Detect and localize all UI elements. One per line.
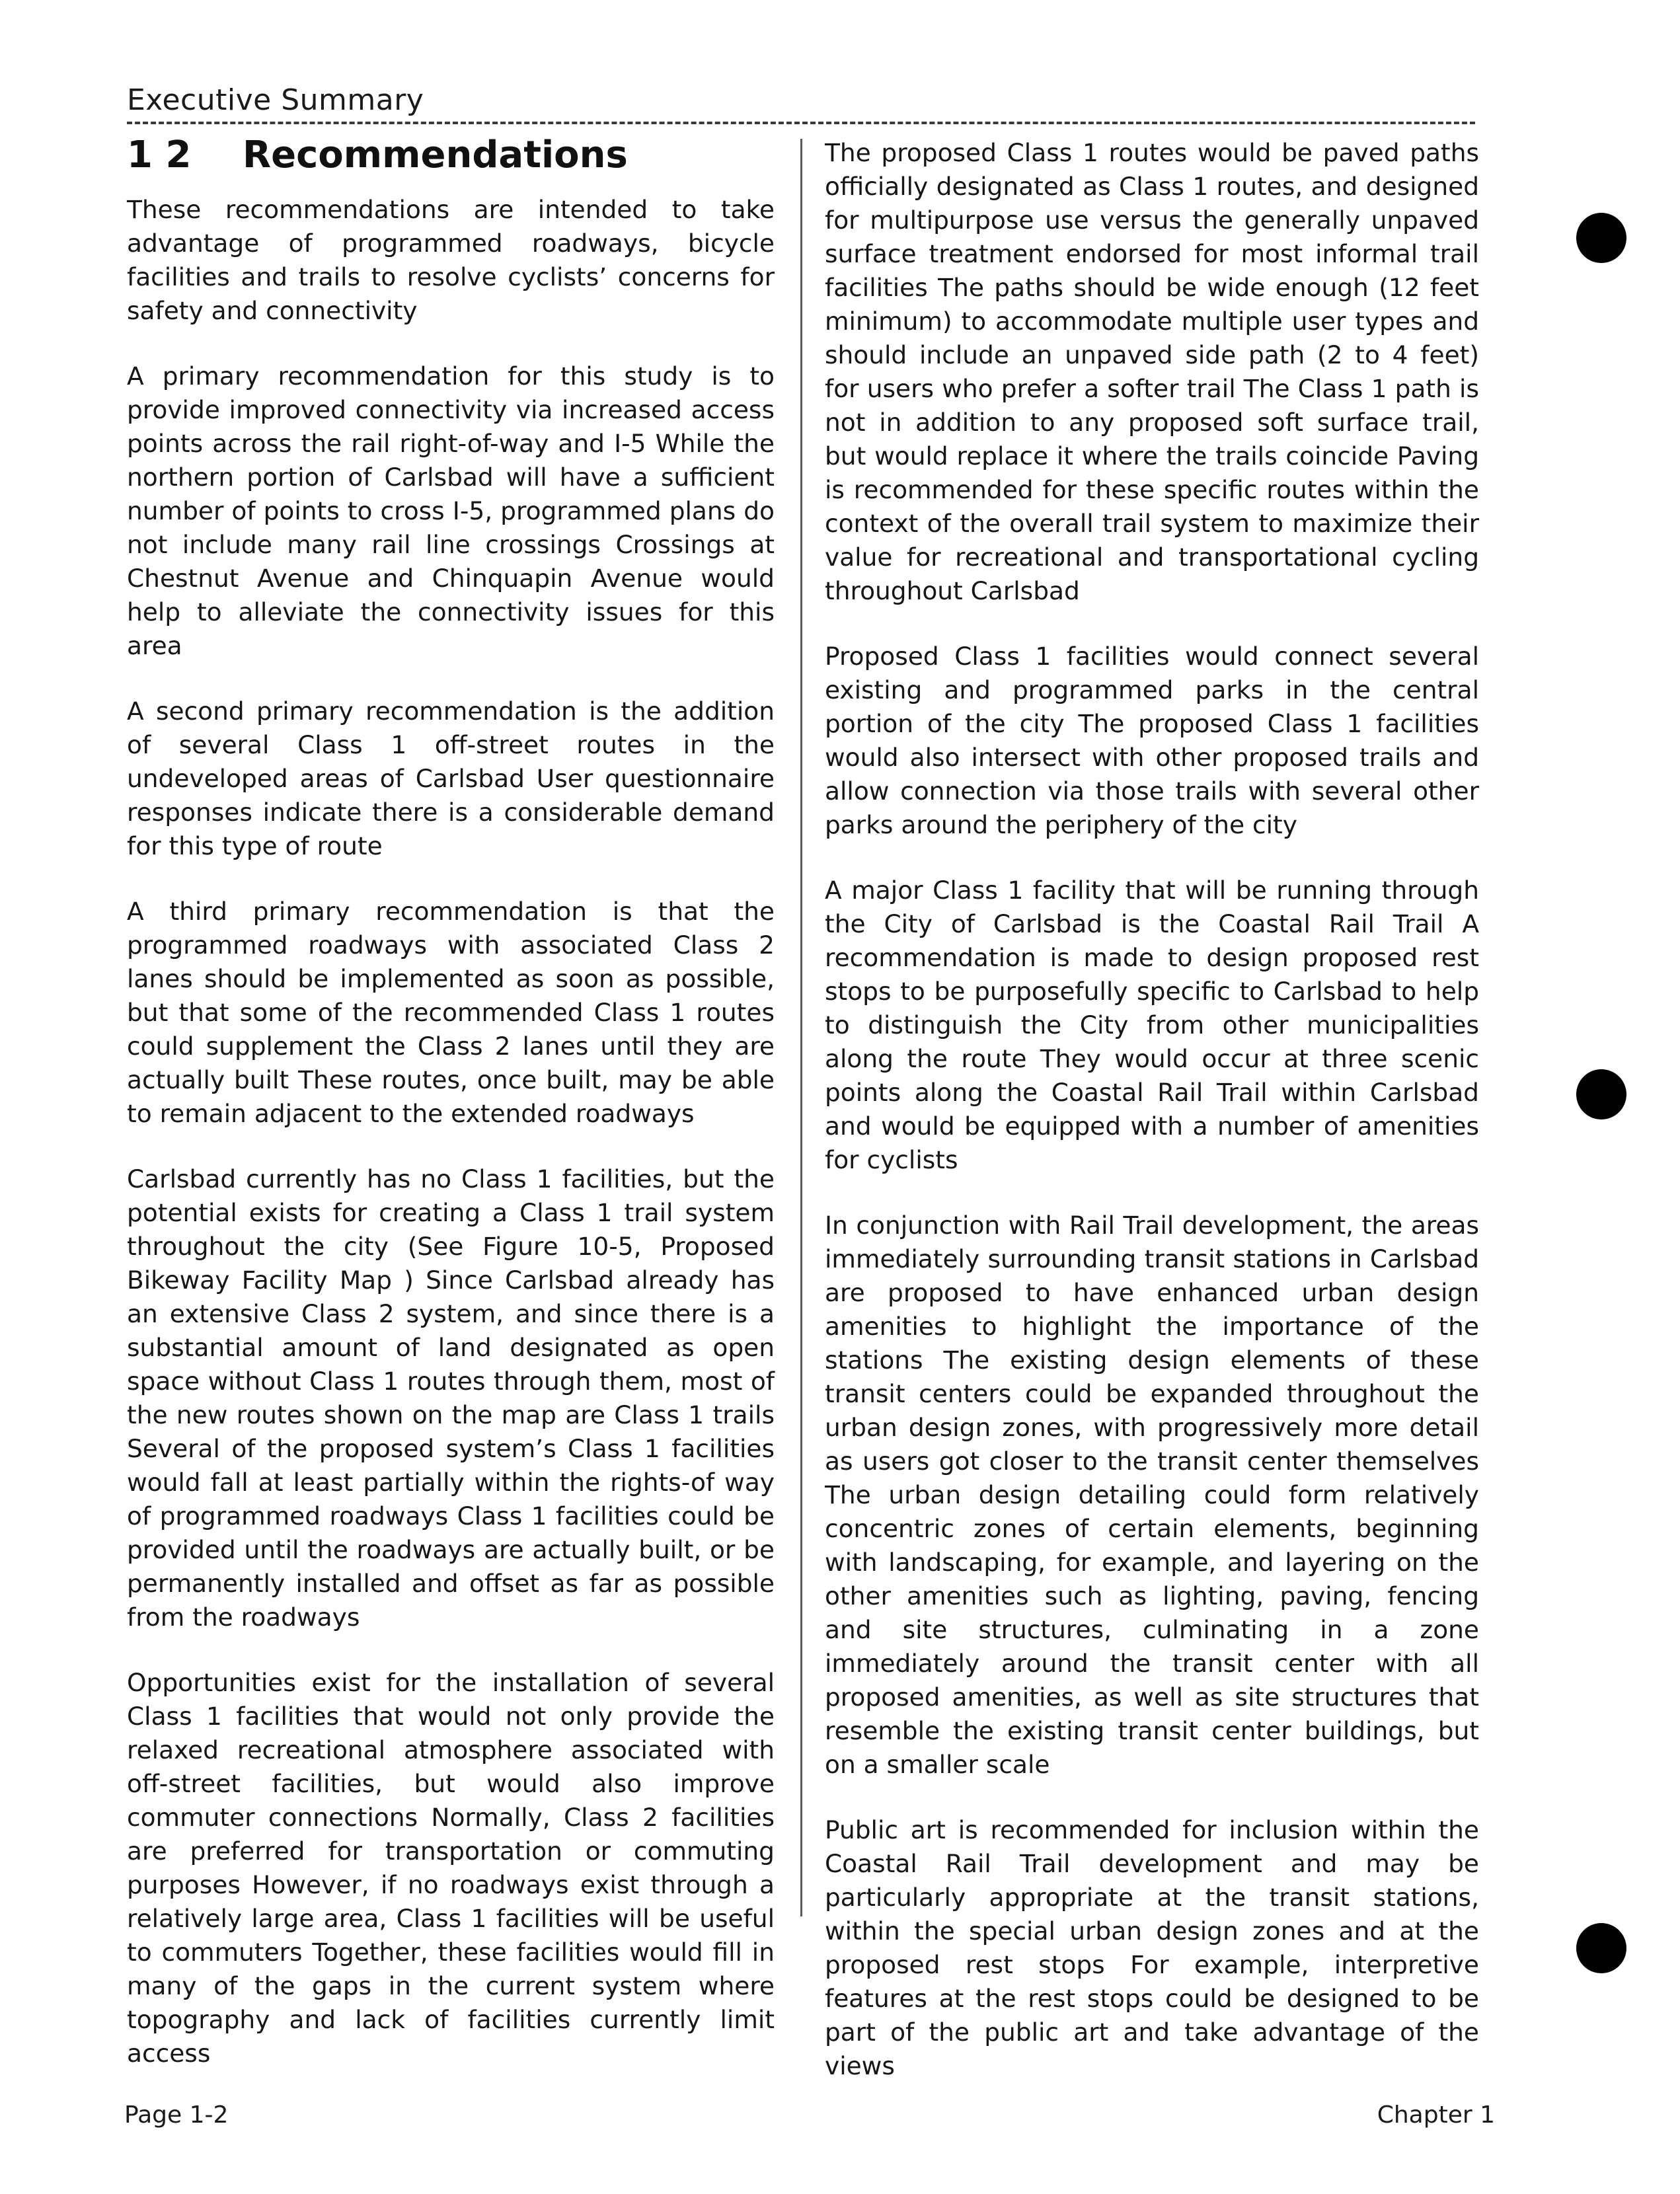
paragraph: In conjunction with Rail Trail development, the areas immediately surrounding transit stations in Carlsbad are proposed to have enhanced urban design amenities to highlight the importance of the stations The existing design elements of these transit centers could be expanded throughout the urban design zones, with progressively more detail as users got closer to the transit center themselves The urban design detailing could form relatively concentric zones of certain elements, beginning with landscaping, for example, and layering on the other amenities such as lighting, paving, fencing and site structures, culminating in a zone immediately around the transit center with all proposed amenities, as well as site structures that resemble the existing transit center buildings, but on a smaller scale <box>825 1211 1479 1779</box>
paragraph: Carlsbad currently has no Class 1 facilities, but the potential exists for creating a Class 1 trail system throughout the city (See Figure 10-5, Proposed Bikeway Facility Map ) Since Carlsbad already has an extensive Class 2 system, and since there is a substantial amount of land designated as open space without Class 1 routes through them, most of the new routes shown on the map are Class 1 trails Several of the proposed system’s Class 1 facilities would fall at least partially within the rights-of way of programmed roadways Class 1 facilities could be provided until the roadways are actually built, or be permanently installed and offset as far as possible from the roadways <box>127 1164 775 1632</box>
paragraph: A third primary recommendation is that the programmed roadways with associated Class 2 lanes should be implemented as soon as possible, but that some of the recommended Class 1 routes could supplement the Class 2 lanes until they are actually built These routes, once built, may be able to remain adjacent to the extended roadways <box>127 897 775 1128</box>
paragraph: Opportunities exist for the installation of several Class 1 facilities that would not only provide the relaxed recreational atmosphere associated with off-street facilities, but would also improve commuter connections Normally, Class 2 facilities are preferred for transportation or commuting purposes However, if no roadways exist through a relatively large area, Class 1 facilities will be useful to commuters Together, these facilities would fill in many of the gaps in the current system where topography and lack of facilities currently limit access <box>127 1668 775 2068</box>
column-divider <box>800 139 802 1916</box>
binder-hole-marker <box>1576 1923 1626 1973</box>
page-number: Page 1-2 <box>124 2101 229 2129</box>
right-column <box>825 136 1479 2115</box>
running-header-title: Executive Summary <box>127 83 424 117</box>
header-dashed-rule <box>127 122 1475 124</box>
left-column <box>127 193 775 2102</box>
paragraph: A second primary recommendation is the addition of several Class 1 off-street routes in the undeveloped areas of Carlsbad User questionnaire responses indicate there is a considerable demand for this type of route <box>127 697 775 860</box>
paragraph: Public art is recommended for inclusion within the Coastal Rail Trail development and may be particularly appropriate at the transit stations, within the special urban design zones and at the proposed rest stops For example, interpretive features at the rest stops could be designed to be part of the public art and take advantage of the views <box>825 1815 1479 2080</box>
chapter-label: Chapter 1 <box>1377 2101 1495 2129</box>
paragraph: The proposed Class 1 routes would be paved paths officially designated as Class 1 routes, and designed for multipurpose use versus the generally unpaved surface treatment endorsed for most informal trail facilities The paths should be wide enough (12 feet minimum) to accommodate multiple user types and should include an unpaved side path (2 to 4 feet) for users who prefer a softer trail The Class 1 path is not in addition to any proposed soft surface trail, but would replace it where the trails coincide Paving is recommended for these specific routes within the context of the overall trail system to maximize their value for recreational and transportational cycling throughout Carlsbad <box>825 138 1479 605</box>
section-heading <box>127 133 628 176</box>
paragraph: These recommendations are intended to take advantage of programmed roadways, bicycle facilities and trails to resolve cyclists’ concerns for safety and connectivity <box>127 195 775 325</box>
binder-hole-marker <box>1576 213 1626 263</box>
paragraph: Proposed Class 1 facilities would connect several existing and programmed parks in the central portion of the city The proposed Class 1 facilities would also intersect with other proposed trails and allow connection via those trails with several other parks around the periphery of the city <box>825 642 1479 839</box>
section-number: 1 2 <box>127 133 192 176</box>
section-title: Recommendations <box>243 133 628 176</box>
binder-hole-marker <box>1576 1069 1626 1119</box>
paragraph: A major Class 1 facility that will be running through the City of Carlsbad is the Coastal Rail Trail A recommendation is made to design proposed rest stops to be purposefully specific to Carlsbad to help to distinguish the City from other municipalities along the route They would occur at three scenic points along the Coastal Rail Trail within Carlsbad and would be equipped with a number of amenities for cyclists <box>825 876 1479 1174</box>
paragraph: A primary recommendation for this study is to provide improved connectivity via increased access points across the rail right-of-way and I-5 While the northern portion of Carlsbad will have a sufficient number of points to cross I-5, programmed plans do not include many rail line crossings Crossings at Chestnut Avenue and Chinquapin Avenue would help to alleviate the connectivity issues for this area <box>127 361 775 660</box>
